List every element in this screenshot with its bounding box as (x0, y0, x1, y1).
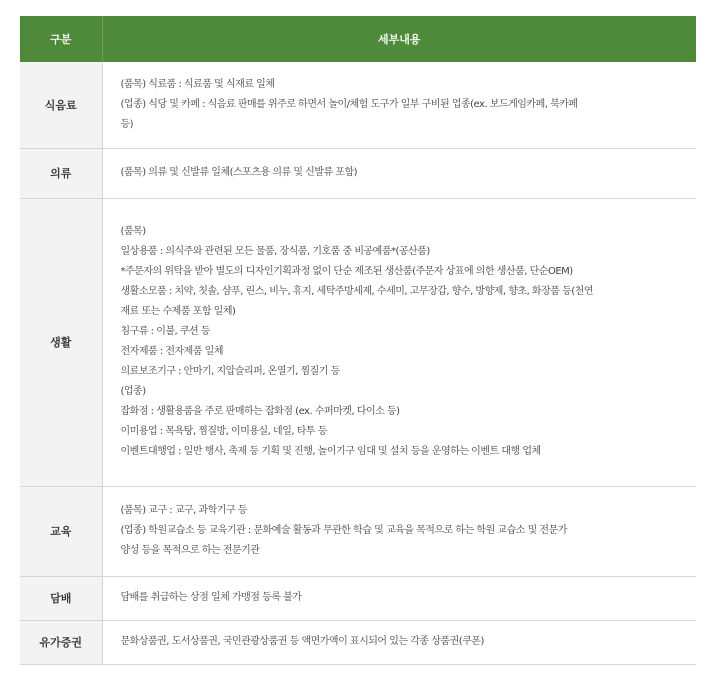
detail-line: 문화상품권, 도서상품권, 국민관광상품권 등 액면가액이 표시되어 있는 각종 상품권(쿠폰) (120, 636, 484, 647)
restriction-table-container (20, 16, 696, 665)
row-details (102, 62, 696, 148)
table-header (20, 16, 696, 62)
detail-line: 의료보조기구 : 안마기, 지압슬리퍼, 온열기, 찜질기 등 (120, 366, 340, 377)
table-row (20, 620, 696, 664)
table-row (20, 486, 696, 576)
row-details (102, 148, 696, 198)
detail-line: *주문자의 위탁을 받아 별도의 디자인기획과정 없이 단순 제조된 생산품(주문자 상표에 의한 생산품, 단순OEM) (120, 266, 573, 277)
header-details: 세부내용 (102, 16, 696, 62)
detail-line: 이벤트대행업 : 일반 행사, 축제 등 기획 및 진행, 놀이기구 임대 및 설치 등을 운영하는 이벤트 대행 업체 (120, 446, 541, 457)
detail-line: (업종) (120, 386, 146, 397)
header-row (20, 16, 696, 62)
detail-line: 양성 등을 목적으로 하는 전문기관 (120, 545, 260, 556)
detail-line: 재료 또는 수제품 포함 일체) (120, 306, 236, 317)
detail-line: (품목) 교구 : 교구, 과학기구 등 (120, 505, 248, 516)
table-row (20, 198, 696, 486)
row-category: 의류 (20, 148, 102, 198)
detail-line: 침구류 : 이불, 쿠션 등 (120, 326, 211, 337)
detail-line: (품목) 식료품 : 식료품 및 식재료 일체 (120, 78, 275, 90)
table-row (20, 148, 696, 198)
detail-line: 일상용품 : 의식주와 관련된 모든 물품, 장식품, 기호품 중 비공예품*(공산품) (120, 246, 430, 257)
detail-line: (업종) 식당 및 카페 : 식음료 판매를 위주로 하면서 놀이/체험 도구가 일부 구비된 업종(ex. 보드게임카페, 북카페 (120, 98, 578, 110)
row-category: 담배 (20, 576, 102, 620)
detail-line: (업종) 학원교습소 등 교육기관 : 문화예술 활동과 무관한 학습 및 교육을 목적으로 하는 학원 교습소 및 전문가 (120, 525, 567, 536)
detail-line: 생활소모품 : 치약, 칫솔, 샴푸, 린스, 비누, 휴지, 세탁주방세제, 수세미, 고무장갑, 향수, 방향제, 향초, 화장품 등(천연 (120, 286, 593, 297)
detail-line: 담배를 취급하는 상점 일체 가맹점 등록 불가 (120, 592, 302, 603)
detail-line: 이미용업 : 목욕탕, 찜질방, 이미용실, 네일, 타투 등 (120, 426, 327, 437)
header-category: 구분 (20, 16, 102, 62)
row-details (102, 620, 696, 664)
table-body (20, 62, 696, 664)
row-details (102, 576, 696, 620)
row-category: 유가증권 (20, 620, 102, 664)
restriction-table (20, 16, 696, 665)
row-details (102, 486, 696, 576)
detail-line: 잡화점 : 생활용품을 주로 판매하는 잡화점 (ex. 수퍼마켓, 다이소 등) (120, 406, 400, 417)
row-category: 식음료 (20, 62, 102, 148)
table-row (20, 62, 696, 148)
row-category: 생활 (20, 198, 102, 486)
row-details (102, 198, 696, 486)
detail-line: (품목) (120, 226, 146, 237)
detail-line: 등) (120, 118, 134, 130)
detail-line: (품목) 의류 및 신발류 일체(스포츠용 의류 및 신발류 포함) (120, 167, 358, 178)
row-category: 교육 (20, 486, 102, 576)
table-row (20, 576, 696, 620)
detail-line: 전자제품 : 전자제품 일체 (120, 346, 224, 357)
